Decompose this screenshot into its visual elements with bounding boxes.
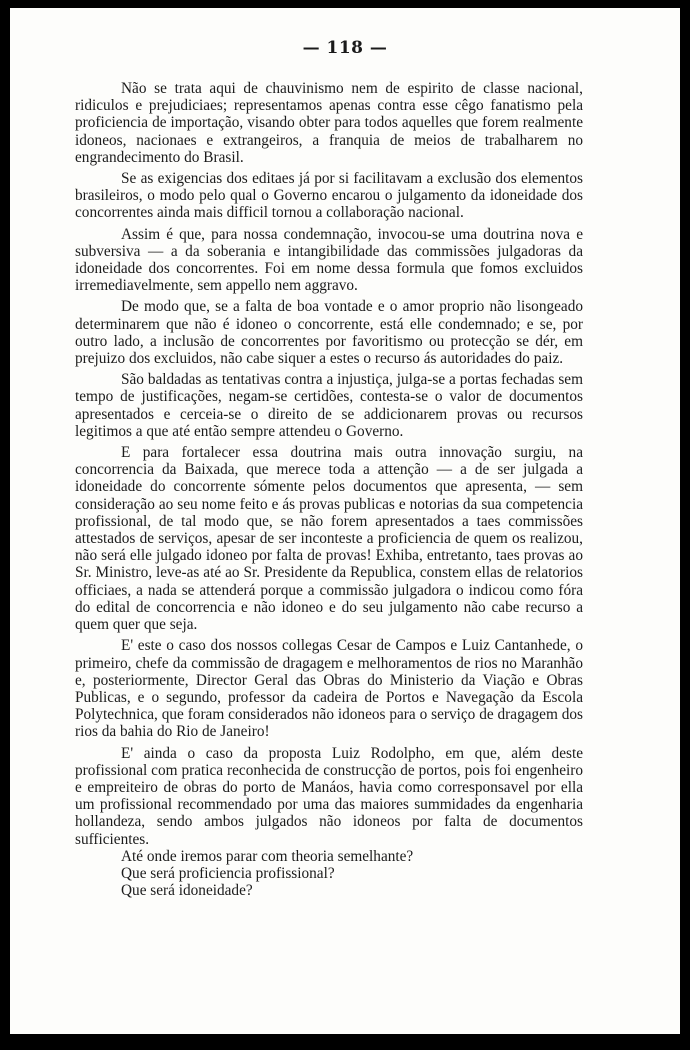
question-2: Que será proficiencia profissional? — [121, 864, 335, 882]
paragraph-2: Se as exigencias dos editaes já por si facilitavam a exclusão dos elementos brasileiros, o modo pelo qual o Governo encarou o julgamento da idoneidade dos concorrentes ainda mais difficil tornou a collaboração nacional. — [75, 170, 583, 222]
question-3: Que será idoneidade? — [121, 882, 253, 900]
document-body — [75, 80, 583, 899]
question-1: Até onde iremos parar com theoria semelhante? — [121, 847, 414, 865]
paragraph-5: São baldadas as tentativas contra a injustiça, julga-se a portas fechadas sem tempo de justificações, negam-se certidões, contesta-se o valor de documentos apresentados e cerceia-se o direito de se addicionarem provas ou recursos legitimos a que até então sempre attendeu o Governo. — [75, 371, 583, 440]
paragraph-7: E' este o caso dos nossos collegas Cesar de Campos e Luiz Cantanhede, o primeiro, chefe da commissão de dragagem e melhoramentos de rios no Maranhão e, posteriormente, Director Geral das Obras do Ministerio da Viação e Obras Publicas, e o segundo, professor da cadeira de Portos e Navegação da Escola Polytechnica, que foram considerados não idoneos para o serviço de dragagem dos rios da bahia do Rio de Janeiro! — [75, 637, 583, 741]
paragraph-6: E para fortalecer essa doutrina mais outra innovação surgiu, na concorrencia da Baixada, que merece toda a attenção — a de ser julgada a idoneidade do concorrente sómente pelos documentos que apresenta, — sem consideração ao seu nome feito e ás provas publicas e notorias da sua competencia profissional, de tal modo que, se não forem apresentados a taes commissões attestados de serviços, apesar de ser inconteste a proficiencia de quem os realizou, não será elle julgado idoneo por falta de provas! Exhiba, entretanto, taes provas ao Sr. Ministro, leve-as até ao Sr. Presidente da Republica, constem ellas de relatorios officiaes, a nada se attenderá porque a commissão julgadora o indicou como fóra do edital de concorrencia e não idoneo e do seu julgamento não cabe recurso a quem quer que seja. — [75, 444, 583, 634]
document-page — [10, 8, 680, 1034]
paragraph-1: Não se trata aqui de chauvinismo nem de espirito de classe nacional, ridiculos e prejudiciaes; representamos apenas contra esse cêgo fanatismo pela proficiencia de importação, visando obter para todos aquelles que forem realmente idoneos, nacionaes e extrangeiros, a franquia de meios de trabalharem no engrandecimento do Brasil. — [75, 80, 583, 166]
paragraph-4: De modo que, se a falta de boa vontade e o amor proprio não lisongeado determinarem que não é idoneo o concorrente, está elle condemnado; e se, por outro lado, a inclusão de concorrentes por favoritismo ou protecção se dér, em prejuizo dos excluidos, não cabe siquer a estes o recurso ás autoridades do paiz. — [75, 298, 583, 368]
page-number: — 118 — — [302, 38, 388, 58]
paragraph-3: Assim é que, para nossa condemnação, invocou-se uma doutrina nova e subversiva — a da soberania e intangibilidade das commissões julgadoras da idoneidade dos concorrentes. Foi em nome dessa formula que fomos excluidos irremediavelmente, sem appello nem aggravo. — [75, 225, 583, 295]
paragraph-8: E' ainda o caso da proposta Luiz Rodolpho, em que, além deste profissional com pratica reconhecida de construcção de portos, pois foi engenheiro e empreiteiro de obras do porto de Manáos, havia como corresponsavel por ella um profissional recommendado por uma das maiores summidades da engenharia hollandeza, sendo ambos julgados não idoneos por falta de documentos sufficientes. — [75, 744, 583, 848]
